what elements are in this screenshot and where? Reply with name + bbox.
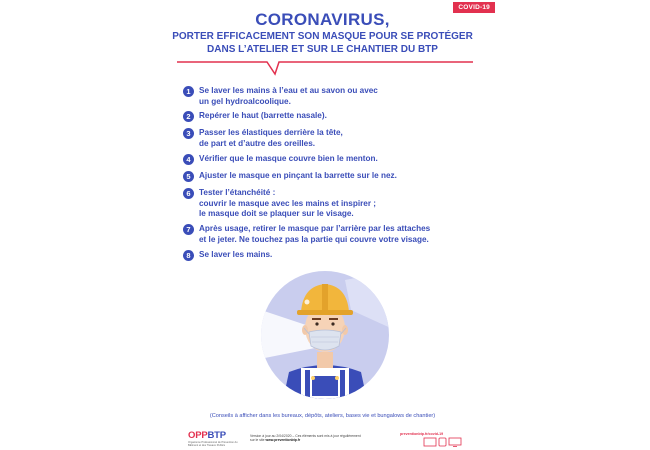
step-text-line: et le jeter. Ne touchez pas la partie qui couvre votre visage.: [199, 234, 429, 244]
logo-subtitle: Organisme Professionnel de Prévention du Bâtiment et des Travaux Publics: [188, 441, 238, 447]
step-text-line: un gel hydroalcoolique.: [199, 96, 291, 106]
step-text: [199, 188, 484, 220]
step-number-badge: 5: [183, 171, 194, 182]
step-number-badge: 4: [183, 154, 194, 165]
step-text: [199, 86, 484, 107]
step-text: [199, 111, 484, 122]
update-notice: [250, 434, 390, 442]
step-number-badge: 2: [183, 111, 194, 122]
footnote: (Conseils à afficher dans les bureaux, dépôts, ateliers, bases vie et bungalows de chantier): [209, 413, 436, 419]
update-text: Version à jour au 2/04/2020 – Ces éléments sont mis à jour régulièrement: [250, 434, 361, 438]
poster-title: CORONAVIRUS,: [255, 10, 390, 29]
step-number-badge: 7: [183, 224, 194, 235]
step-text-line: Ajuster le masque en pinçant la barrette sur le nez.: [199, 171, 397, 180]
step-text-line: Repérer le haut (barrette nasale).: [199, 111, 327, 120]
step-text-line: Tester l’étanchéité :: [199, 188, 276, 197]
step-text: [199, 250, 484, 261]
oppbtp-logo: [188, 430, 226, 441]
covid-badge: COVID-19: [453, 2, 495, 13]
step-number-badge: 8: [183, 250, 194, 261]
devices-icon: [423, 437, 463, 447]
face-mask-shape: [309, 330, 341, 350]
update-site-link[interactable]: www.preventionbtp.fr: [265, 438, 301, 443]
poster-header: [155, 10, 490, 56]
speech-bubble-underline: [175, 60, 475, 78]
step-text: [199, 154, 484, 165]
covid-website-link[interactable]: preventionbtp.fr/covid-19: [400, 432, 444, 436]
step-text-line: Se laver les mains à l’eau et au savon ou avec: [199, 86, 378, 95]
step-number-badge: 3: [183, 128, 194, 139]
step-text: [199, 224, 484, 245]
poster-subtitle-line-1: PORTER EFFICACEMENT SON MASQUE POUR SE PROTÉGER: [172, 31, 473, 42]
footer: [160, 430, 490, 450]
step-text-line: de part et d’autre des oreilles.: [199, 138, 316, 148]
poster: [155, 0, 490, 450]
step-text-line: couvrir le masque avec les mains et inspirer ;: [199, 198, 377, 208]
step-text-line: Vérifier que le masque couvre bien le menton.: [199, 154, 378, 163]
step-text-line: Se laver les mains.: [199, 250, 273, 259]
step-text: [199, 171, 484, 182]
worker-with-mask-illustration: [255, 270, 395, 400]
update-site-prefix: sur le site: [250, 438, 265, 443]
step-text-line: le masque doit se plaquer sur le visage.: [199, 209, 354, 218]
poster-subtitle-line-2: DANS L’ATELIER ET SUR LE CHANTIER DU BTP: [207, 44, 438, 55]
step-number-badge: 1: [183, 86, 194, 97]
step-number-badge: 6: [183, 188, 194, 199]
step-text-line: Après usage, retirer le masque par l’arrière par les attaches: [199, 224, 431, 233]
step-text-line: Passer les élastiques derrière la tête,: [199, 128, 343, 137]
logo-opp-text: OPP: [188, 430, 208, 441]
logo-btp-text: BTP: [207, 430, 226, 441]
step-text: [199, 128, 484, 149]
